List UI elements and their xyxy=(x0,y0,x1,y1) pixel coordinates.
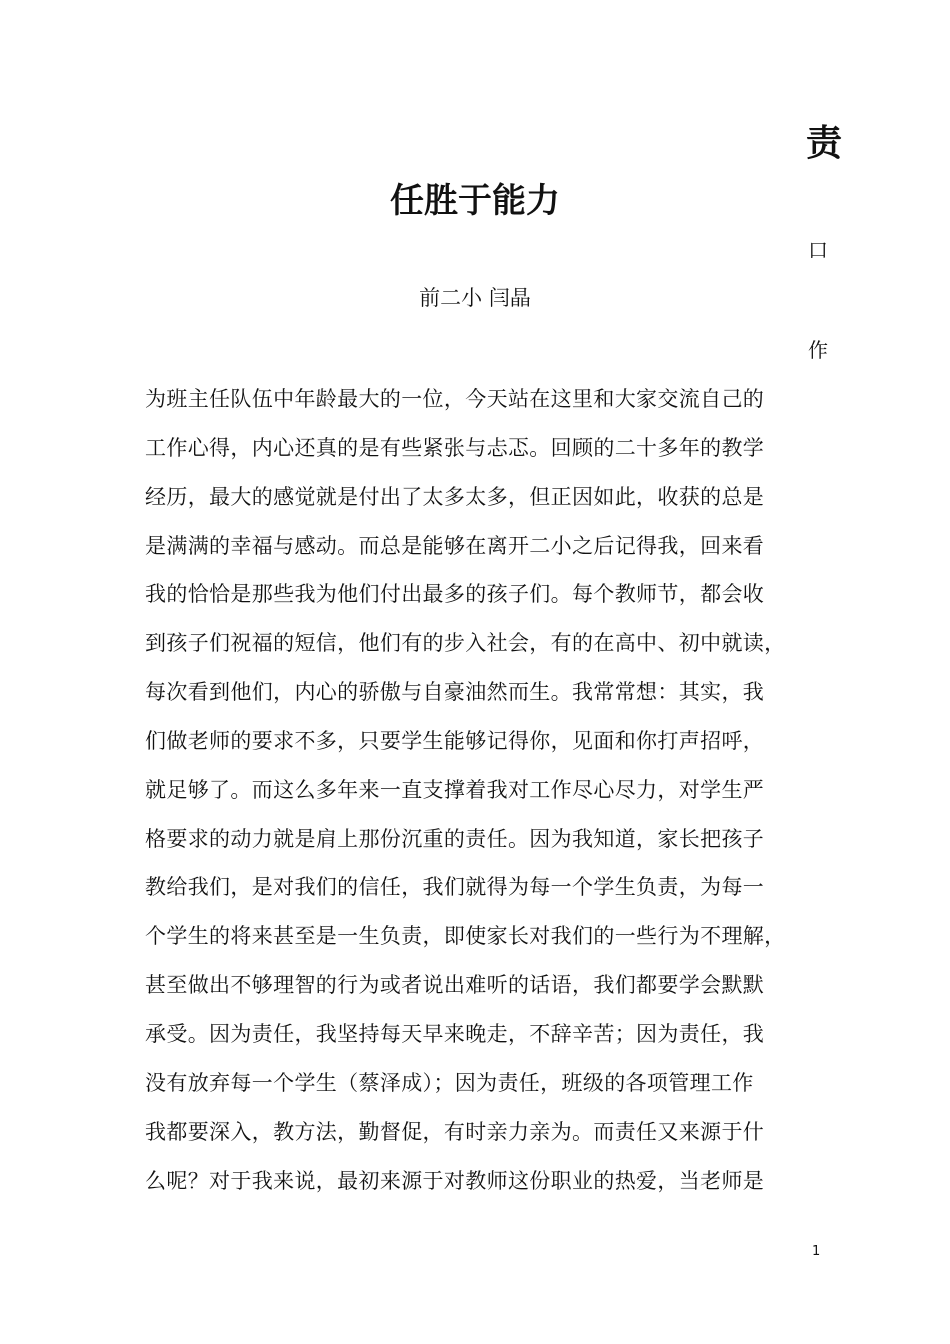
body-line: 为班主任队伍中年龄最大的一位，今天站在这里和大家交流自己的 xyxy=(145,387,765,411)
body-line: 我的恰恰是那些我为他们付出最多的孩子们。每个教师节，都会收 xyxy=(145,582,765,607)
page-number: 1 xyxy=(812,1244,821,1259)
body-text xyxy=(145,380,810,1210)
body-line: 么呢？对于我来说，最初来源于对教师这份职业的热爱，当老师是 xyxy=(145,1168,765,1193)
body-line: 是满满的幸福与感动。而总是能够在离开二小之后记得我，回来看 xyxy=(145,533,765,558)
body-line: 个学生的将来甚至是一生负责，即使家长对我们的一些行为不理解， xyxy=(145,924,786,949)
body-line: 每次看到他们，内心的骄傲与自豪油然而生。我常常想：其实，我 xyxy=(145,680,765,705)
body-line: 甚至做出不够理智的行为或者说出难听的话语，我们都要学会默默 xyxy=(145,973,765,998)
body-line: 到孩子们祝福的短信，他们有的步入社会，有的在高中、初中就读， xyxy=(145,631,786,656)
body-line: 教给我们，是对我们的信任，我们就得为每一个学生负责，为每一 xyxy=(145,875,765,900)
body-line: 工作心得，内心还真的是有些紧张与忐忑。回顾的二十多年的教学 xyxy=(145,435,765,460)
body-line: 经历，最大的感觉就是付出了太多太多，但正因如此，收获的总是 xyxy=(145,484,765,509)
body-line: 们做老师的要求不多，只要学生能够记得你，见面和你打声招呼， xyxy=(145,728,765,753)
body-line: 我都要深入，教方法，勤督促，有时亲力亲为。而责任又来源于什 xyxy=(145,1119,765,1144)
side-char-1: 口 xyxy=(808,238,828,262)
body-line: 承受。因为责任，我坚持每天早来晚走，不辞辛苦；因为责任，我 xyxy=(145,1021,765,1046)
document-title: 任胜于能力 xyxy=(390,181,560,221)
body-line: 就足够了。而这么多年来一直支撑着我对工作尽心尽力，对学生严 xyxy=(145,777,765,802)
author-line: 前二小 闫晶 xyxy=(419,286,531,310)
side-char-2: 作 xyxy=(808,338,828,362)
heading-char: 责 xyxy=(806,123,843,164)
body-line: 没有放弃每一个学生（蔡泽成）；因为责任，班级的各项管理工作 xyxy=(145,1070,754,1095)
body-line: 格要求的动力就是肩上那份沉重的责任。因为我知道，家长把孩子 xyxy=(145,826,765,851)
